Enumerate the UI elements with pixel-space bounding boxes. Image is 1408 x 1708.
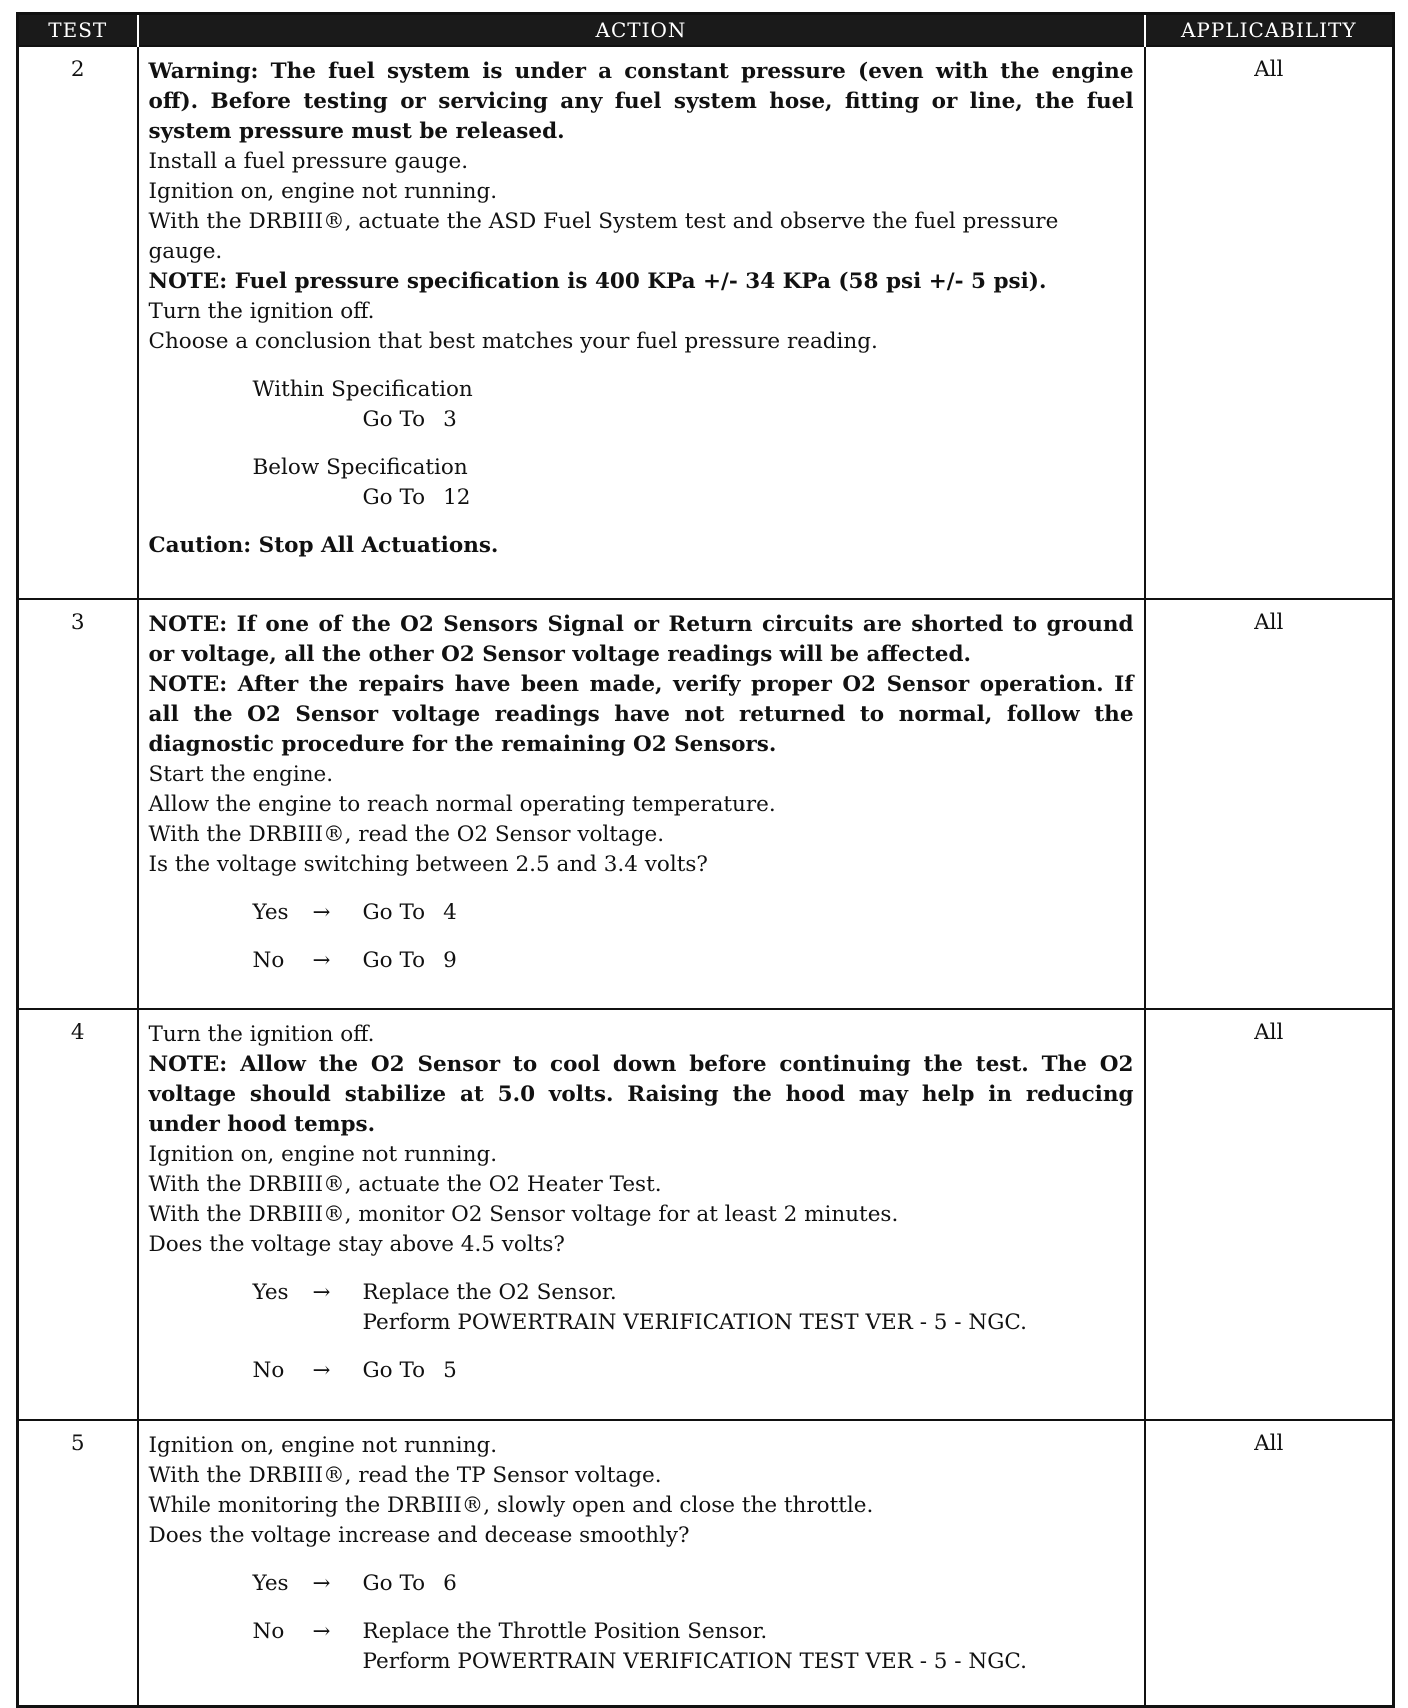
arrow-right-icon: → xyxy=(312,1358,331,1383)
goto-label: Go To xyxy=(362,407,426,432)
result-text: Perform POWERTRAIN VERIFICATION TEST VER - 5 - NGC. xyxy=(362,1310,1027,1335)
answer-label: Yes xyxy=(252,900,289,925)
step-text: With the DRBIII®, actuate the ASD Fuel System test and observe the fuel pressure gauge. xyxy=(148,209,1059,264)
goto-label: Go To xyxy=(362,1358,426,1383)
test-row-4 xyxy=(18,1009,1394,1420)
arrow-right-icon: → xyxy=(312,948,331,973)
step-text: Allow the engine to reach normal operating temperature. xyxy=(148,792,776,817)
action-cell xyxy=(138,1420,1145,1707)
test-number: 5 xyxy=(18,1420,138,1707)
note-text: NOTE: Allow the O2 Sensor to cool down before continuing the test. The O2 voltage should stabilize at 5.0 volts. Raising the hood may help in reducing under hood temps. xyxy=(148,1052,1134,1137)
header-row xyxy=(18,14,1394,47)
question-text: Does the voltage increase and decease smoothly? xyxy=(148,1523,690,1548)
branch-condition: Within Specification xyxy=(252,377,473,402)
goto-label: Go To xyxy=(362,1571,426,1596)
applicability-value: All xyxy=(1145,1009,1394,1420)
step-text: Ignition on, engine not running. xyxy=(148,179,498,204)
goto-target: 3 xyxy=(443,407,457,432)
answer-no xyxy=(149,946,1134,976)
step-text: With the DRBIII®, monitor O2 Sensor voltage for at least 2 minutes. xyxy=(148,1202,899,1227)
test-number: 4 xyxy=(18,1009,138,1420)
answer-no xyxy=(149,1617,1134,1677)
question-text: Does the voltage stay above 4.5 volts? xyxy=(148,1232,565,1257)
step-text: With the DRBIII®, read the TP Sensor voltage. xyxy=(148,1463,662,1488)
question-text: Choose a conclusion that best matches your fuel pressure reading. xyxy=(148,329,878,354)
step-text: While monitoring the DRBIII®, slowly open and close the throttle. xyxy=(148,1493,874,1518)
step-text: Turn the ignition off. xyxy=(148,299,375,324)
branch-within-spec xyxy=(149,375,1134,435)
applicability-value: All xyxy=(1145,46,1394,599)
test-row-5 xyxy=(18,1420,1394,1707)
test-row-3 xyxy=(18,599,1394,1009)
arrow-right-icon: → xyxy=(312,1280,331,1305)
action-cell xyxy=(138,46,1145,599)
answer-yes xyxy=(149,1278,1134,1338)
goto-target: 5 xyxy=(443,1358,457,1383)
applicability-value: All xyxy=(1145,599,1394,1009)
answer-label: Yes xyxy=(252,1571,289,1596)
action-cell xyxy=(138,599,1145,1009)
step-text: Install a fuel pressure gauge. xyxy=(148,149,469,174)
applicability-value: All xyxy=(1145,1420,1394,1707)
goto-label: Go To xyxy=(362,485,426,510)
header-action: ACTION xyxy=(138,14,1145,47)
header-test: TEST xyxy=(18,14,138,47)
step-text: Ignition on, engine not running. xyxy=(148,1433,498,1458)
answer-result xyxy=(363,1356,457,1386)
result-text: Perform POWERTRAIN VERIFICATION TEST VER - 5 - NGC. xyxy=(362,1649,1027,1674)
answer-result xyxy=(363,946,457,976)
step-text: With the DRBIII®, actuate the O2 Heater Test. xyxy=(148,1172,662,1197)
answer-result xyxy=(363,1569,457,1599)
result-text: Replace the O2 Sensor. xyxy=(362,1280,617,1305)
answer-yes xyxy=(149,898,1134,928)
step-text: With the DRBIII®, read the O2 Sensor voltage. xyxy=(148,822,665,847)
arrow-right-icon: → xyxy=(312,1619,331,1644)
question-text: Is the voltage switching between 2.5 and 3.4 volts? xyxy=(148,852,708,877)
goto-target: 12 xyxy=(443,485,471,510)
branch-below-spec xyxy=(149,453,1134,513)
goto-label: Go To xyxy=(362,948,426,973)
note-text: NOTE: If one of the O2 Sensors Signal or Return circuits are shorted to ground or voltage, all the other O2 Sensor voltage readings will be affected. xyxy=(148,612,1134,667)
branch-goto xyxy=(253,405,1134,435)
note-text: NOTE: Fuel pressure specification is 400 KPa +/- 34 KPa (58 psi +/- 5 psi). xyxy=(148,269,1047,294)
answer-no xyxy=(149,1356,1134,1386)
header-applicability: APPLICABILITY xyxy=(1145,14,1394,47)
diagnostic-table xyxy=(16,12,1395,1708)
goto-target: 6 xyxy=(443,1571,457,1596)
goto-label: Go To xyxy=(362,900,426,925)
note-text: NOTE: After the repairs have been made, verify proper O2 Sensor operation. If all the O2 Sensor voltage readings have not returned to normal, follow the diagnostic procedure for the remaining O2 Sensors. xyxy=(148,672,1134,757)
test-number: 2 xyxy=(18,46,138,599)
branch-goto xyxy=(253,483,1134,513)
answer-label: No xyxy=(252,948,285,973)
goto-target: 9 xyxy=(443,948,457,973)
answer-result xyxy=(363,1278,1027,1338)
answer-label: No xyxy=(252,1619,285,1644)
test-number: 3 xyxy=(18,599,138,1009)
result-text: Replace the Throttle Position Sensor. xyxy=(362,1619,768,1644)
step-text: Start the engine. xyxy=(148,762,334,787)
answer-label: Yes xyxy=(252,1280,289,1305)
goto-target: 4 xyxy=(443,900,457,925)
test-row-2 xyxy=(18,46,1394,599)
answer-label: No xyxy=(252,1358,285,1383)
answer-result xyxy=(363,898,457,928)
answer-yes xyxy=(149,1569,1134,1599)
branch-condition: Below Specification xyxy=(252,455,468,480)
action-cell xyxy=(138,1009,1145,1420)
step-text: Ignition on, engine not running. xyxy=(148,1142,498,1167)
answer-result xyxy=(363,1617,1027,1677)
arrow-right-icon: → xyxy=(312,1571,331,1596)
caution-text: Caution: Stop All Actuations. xyxy=(148,533,499,558)
arrow-right-icon: → xyxy=(312,900,331,925)
warning-text: Warning: The fuel system is under a constant pressure (even with the engine off). Before testing or servicing any fuel system hose, fitting or line, the fuel system pressure must be released. xyxy=(148,59,1134,144)
step-text: Turn the ignition off. xyxy=(148,1022,375,1047)
